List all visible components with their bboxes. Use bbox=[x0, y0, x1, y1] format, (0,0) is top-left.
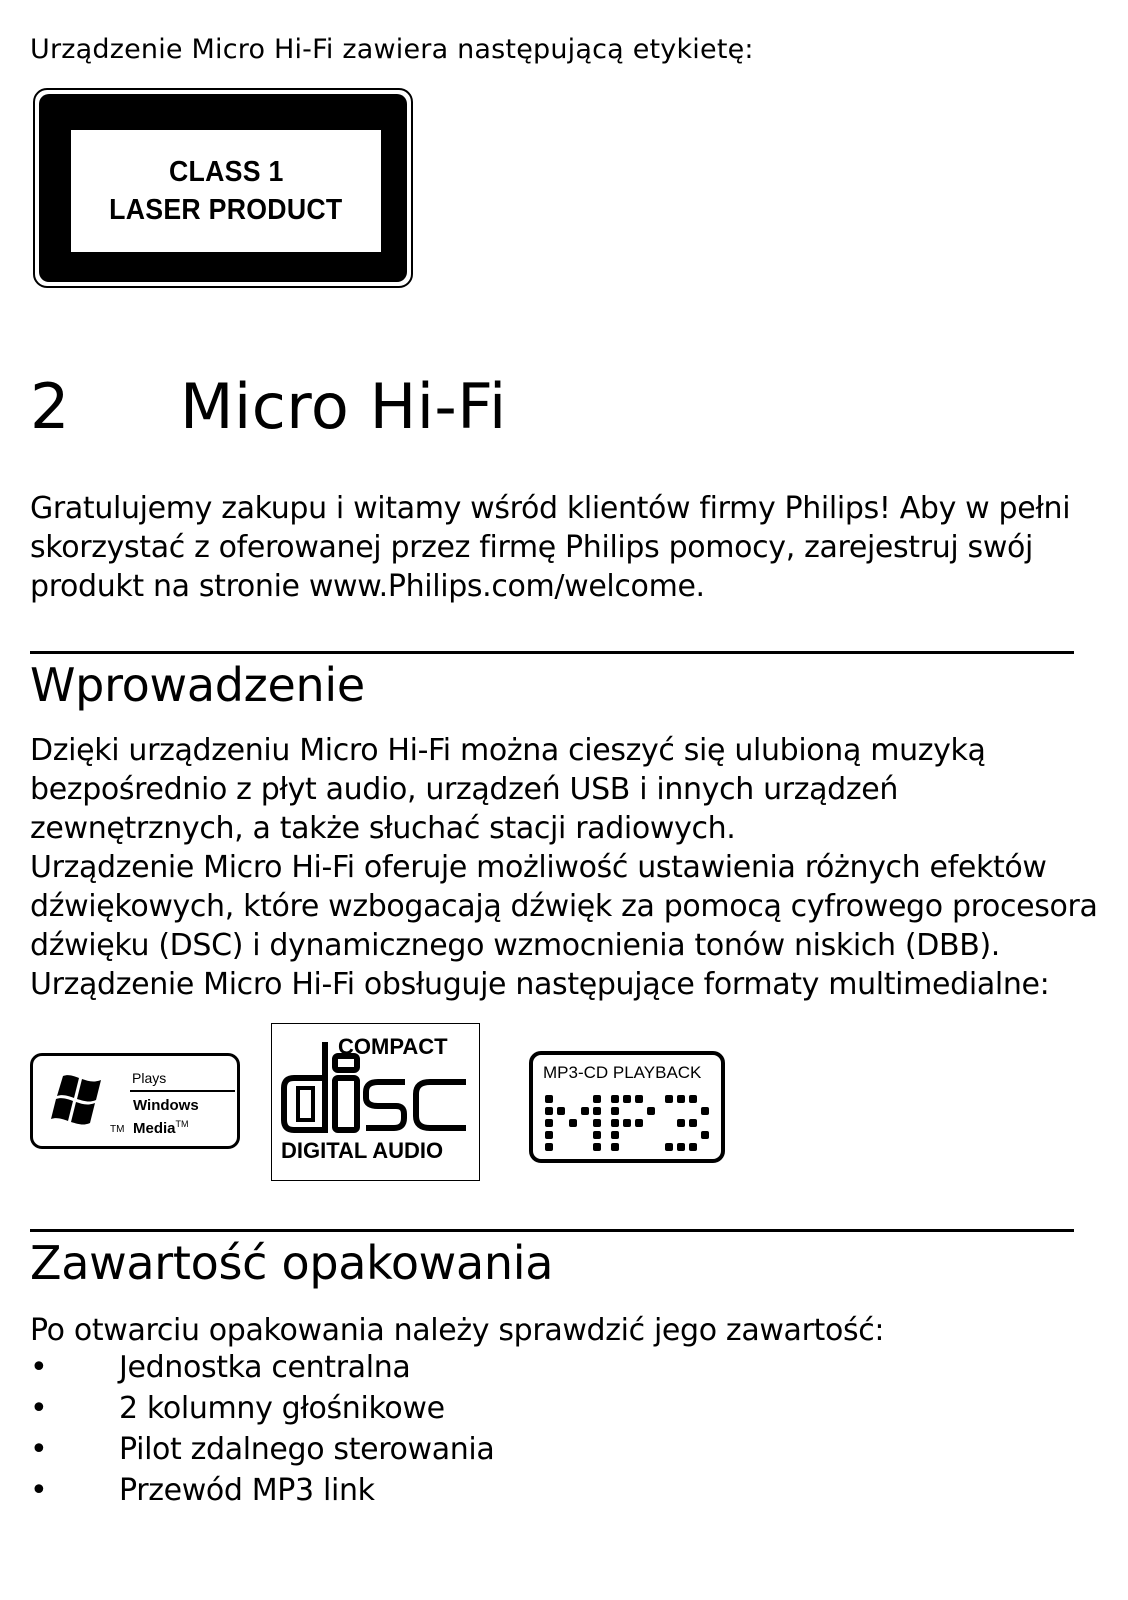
package-contents-intro: Po otwarciu opakowania należy sprawdzić jego zawartość: bbox=[30, 1313, 885, 1348]
laser-class-text: CLASS 1 bbox=[168, 156, 284, 188]
laser-product-text: LASER PRODUCT bbox=[109, 194, 343, 226]
section-divider bbox=[30, 651, 1074, 654]
section-title-introduction: Wprowadzenie bbox=[30, 658, 365, 712]
introduction-paragraph bbox=[30, 731, 1100, 1004]
windows-flag-icon bbox=[47, 1070, 115, 1134]
trademark-mark: TM bbox=[110, 1124, 125, 1135]
laser-label-frame bbox=[39, 94, 407, 282]
logo-divider bbox=[130, 1090, 235, 1092]
media-text: Media bbox=[133, 1120, 176, 1137]
laser-label-panel bbox=[71, 130, 381, 252]
compact-disc-digital-audio-logo bbox=[271, 1023, 480, 1181]
intro-paragraph-line: Gratulujemy zakupu i witamy wśród klientów firmy Philips! Aby w pełni bbox=[30, 491, 1071, 526]
introduction-line: Urządzenie Micro Hi-Fi obsługuje następujące formaty multimedialne: bbox=[30, 967, 1050, 1002]
plays-text: Plays bbox=[132, 1070, 167, 1086]
mp3-cd-playback-text: MP3-CD PLAYBACK bbox=[543, 1063, 702, 1082]
introduction-line: zewnętrznych, a także słuchać stacji radiowych. bbox=[30, 811, 736, 846]
introduction-line: Urządzenie Micro Hi-Fi oferuje możliwość ustawienia różnych efektów bbox=[30, 850, 1047, 885]
mp3-dot-matrix-icon bbox=[543, 1091, 715, 1155]
chapter-number: 2 bbox=[30, 370, 70, 443]
introduction-line: dźwiękowych, które wzbogacają dźwięk za pomocą cyfrowego procesora bbox=[30, 889, 1098, 924]
list-item-text: Przewód MP3 link bbox=[119, 1473, 375, 1508]
list-item-text: 2 kolumny głośnikowe bbox=[119, 1391, 445, 1426]
compact-text: COMPACT bbox=[338, 1034, 448, 1059]
section-title-package-contents: Zawartość opakowania bbox=[30, 1236, 554, 1290]
introduction-line: bezpośrednio z płyt audio, urządzeń USB i innych urządzeń bbox=[30, 772, 899, 807]
list-item-text: Pilot zdalnego sterowania bbox=[119, 1432, 495, 1467]
bullet: • bbox=[30, 1350, 48, 1385]
introduction-line: Dzięki urządzeniu Micro Hi-Fi można cieszyć się ulubioną muzyką bbox=[30, 733, 986, 768]
intro-paragraph-line: produkt na stronie www.Philips.com/welcome. bbox=[30, 569, 705, 604]
digital-audio-text: DIGITAL AUDIO bbox=[281, 1138, 444, 1163]
laser-class-label bbox=[33, 88, 413, 288]
list-item-text: Jednostka centralna bbox=[119, 1350, 411, 1385]
windows-text: Windows bbox=[133, 1097, 199, 1114]
introduction-line: dźwięku (DSC) i dynamicznego wzmocnienia tonów niskich (DBB). bbox=[30, 928, 1000, 963]
intro-paragraph-line: skorzystać z oferowanej przez firmę Philips pomocy, zarejestruj swój bbox=[30, 530, 1033, 565]
intro-paragraph bbox=[30, 489, 1090, 606]
windows-media-text bbox=[133, 1097, 199, 1138]
bullet: • bbox=[30, 1432, 48, 1467]
mp3-cd-playback-logo bbox=[529, 1051, 725, 1163]
bullet: • bbox=[30, 1473, 48, 1508]
plays-windows-media-logo bbox=[30, 1053, 240, 1149]
chapter-title: Micro Hi-Fi bbox=[180, 370, 507, 443]
intro-line: Urządzenie Micro Hi-Fi zawiera następującą etykietę: bbox=[30, 34, 754, 65]
bullet: • bbox=[30, 1391, 48, 1426]
section-divider bbox=[30, 1229, 1074, 1232]
media-trademark: TM bbox=[175, 1119, 189, 1129]
